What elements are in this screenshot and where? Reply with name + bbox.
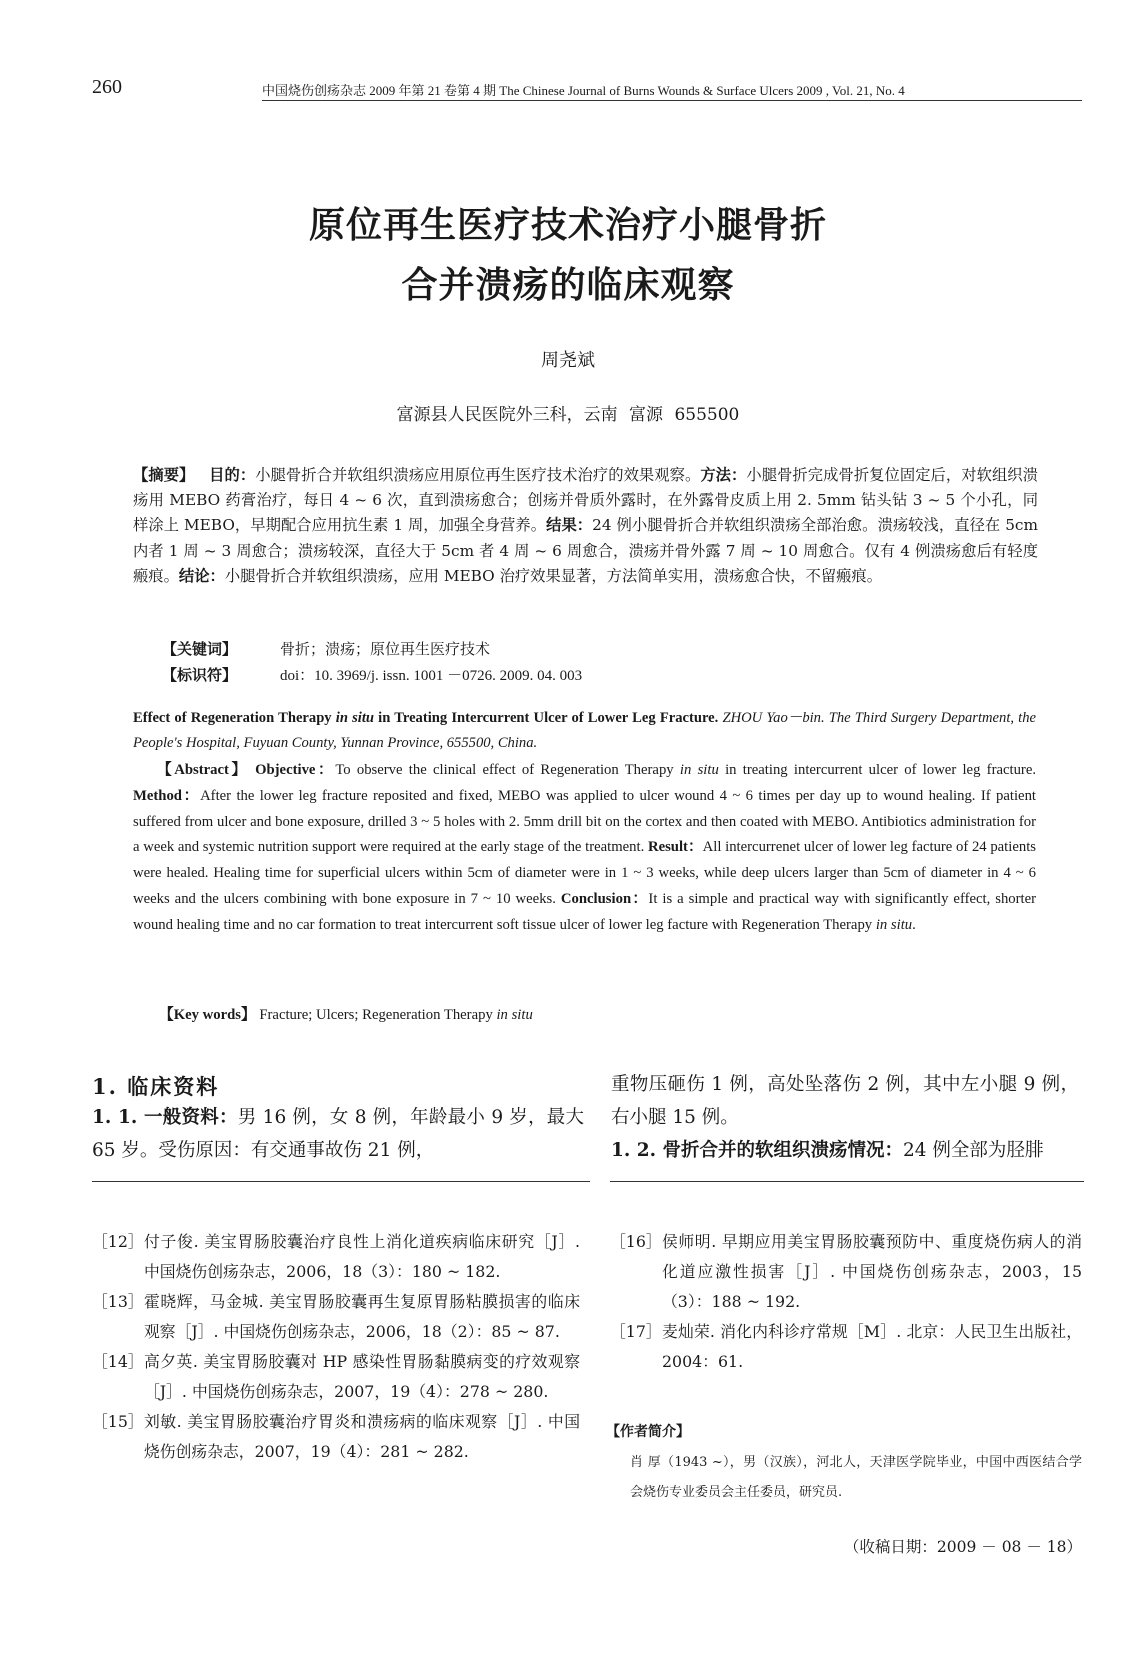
english-keywords [159,1003,1039,1029]
references-left [92,1227,580,1467]
body-right-column [611,1068,1079,1167]
section-heading: 1. 临床资料 [92,1074,220,1099]
divider-left [92,1181,590,1182]
keywords-text: 骨折；溃疡；原位再生医疗技术 [280,640,491,658]
reference-item [610,1317,1082,1377]
author-affiliation: 富源县人民医院外三科，云南 富源 655500 [396,405,740,425]
english-title-block: Effect of Regeneration Therapy in situ in Treating Intercurrent Ulcer of Lower Leg Fracture. ZHOU Yao－bin. The Third Surgery Department, the People's Hospital, Fuyuan County, Yunnan Province, 655500, China. [133,710,1037,751]
en-title-a: Effect of Regeneration Therapy [133,710,336,726]
en-method-label: Method： [133,787,201,804]
objective-text: 小腿骨折合并软组织溃疡应用原位再生医疗技术治疗的效果观察。 [255,466,701,484]
method-text: 小腿骨折完成骨折复位固定后，对软组织溃疡用 MEBO 药膏治疗，每日 4 ~ 6 次，直到溃疡愈合；创疡并骨质外露时，在外露骨皮质上用 2. 5mm 钻头钻 3 ~ 5 个小孔，同样涂上 MEBO，早期配合应用抗生素 1 周，加强全身营养。 [133,466,1038,535]
en-keywords-italic: in situ [496,1007,533,1023]
en-author-affiliation: ZHOU Yao－bin. The Third Surgery Department, the People's Hospital, Fuyuan County, Yunnan Province, 655500, China. [133,710,1037,751]
ref-text: 刘敏. 美宝胃肠胶囊治疗胃炎和溃疡病的临床观察［J］. 中国烧伤创疡杂志，2007，19（4）：281 ~ 282. [144,1412,580,1461]
en-objective-a: To observe the clinical effect of Regeneration Therapy [335,762,680,778]
ref-text: 高夕英. 美宝胃肠胶囊对 HP 感染性胃肠黏膜病变的疗效观察［J］. 中国烧伤创疡杂志，2007，19（4）：278 ~ 280. [144,1352,580,1401]
ref-num: ［12］ [92,1232,144,1251]
en-method-text: After the lower leg fracture reposited and fixed, MEBO was applied to ulcer wound 4 ~ 6 times per day up to wound healing. If patient suffered from ulcer and bone exposure, drilled 3 ~ 5 holes with 2. 5mm drill bit on the cortex and then coated with MEBO. Antibiotics administration for a week and systemic nutrition support were required at the early stage of the treatment. [133,787,1036,856]
subsection-1-1-text: 男 16 例，女 8 例，年龄最小 9 岁，最大 65 岁。受伤原因：有交通事故伤 21 例， [92,1107,584,1161]
references-right [610,1227,1082,1377]
en-conclusion-italic: in situ [875,916,913,933]
en-title-b: in Treating Intercurrent Ulcer of Lower Leg Fracture [374,710,715,726]
result-label: 结果： [546,516,593,535]
ref-num: ［13］ [92,1292,144,1311]
ref-text: 侯师明. 早期应用美宝胃肠胶囊预防中、重度烧伤病人的消化道应激性损害［J］. 中国烧伤创疡杂志，2003，15（3）：188 ~ 192. [662,1232,1082,1311]
reference-item [92,1347,580,1407]
en-conclusion-b: . [912,916,916,933]
en-keywords-label: 【Key words】 [159,1007,256,1023]
en-keywords-text: Fracture; Ulcers; Regeneration Therapy [259,1007,497,1023]
english-abstract [133,758,1036,939]
keywords-label: 【关键词】 [162,640,238,658]
doi-row [162,664,582,685]
author-bio-label: 【作者简介】 [606,1424,690,1440]
reference-item [610,1227,1082,1317]
reference-item [92,1227,580,1287]
page-number: 260 [92,76,122,98]
doi-label: 【标识符】 [162,666,238,684]
subsection-1-2-text: 24 例全部为胫腓 [903,1140,1044,1161]
abstract-label: 【摘要】 [133,466,195,484]
received-date: （收稿日期：2009 － 08 － 18） [843,1538,1082,1556]
en-objective-b: in treating intercurrent ulcer of lower leg fracture. [718,762,1037,778]
title-line-2: 合并溃疡的临床观察 [401,265,735,306]
reference-item [92,1407,580,1467]
reference-item [92,1287,580,1347]
en-title-italic: in situ [335,710,374,726]
ref-num: ［17］ [610,1322,662,1341]
subsection-1-2-label: 1. 2. 骨折合并的软组织溃疡情况： [611,1140,904,1161]
en-abstract-label: 【Abstract】 [157,762,249,778]
en-objective-italic: in situ [679,762,719,778]
subsection-1-1-label: 1. 1. 一般资料： [92,1107,238,1128]
body-left-column [92,1101,584,1167]
conclusion-text: 小腿骨折合并软组织溃疡，应用 MEBO 治疗效果显著，方法简单实用，溃疡愈合快，不留瘢痕。 [224,566,883,585]
title-line-1: 原位再生医疗技术治疗小腿骨折 [308,205,827,246]
ref-text: 付子俊. 美宝胃肠胶囊治疗良性上消化道疾病临床研究［J］. 中国烧伤创疡杂志，2006，18（3）：180 ~ 182. [144,1232,580,1281]
result-text: 24 例小腿骨折合并软组织溃疡全部治愈。溃疡较浅，直径在 5cm 内者 1 周 ~ 3 周愈合；溃疡较深，直径大于 5cm 者 4 周 ~ 6 周愈合，溃疡并骨外露 7 周 ~ 10 周愈合。仅有 4 例溃疡愈后有轻度瘢痕。 [133,516,1038,585]
objective-label: 目的： [209,466,256,484]
ref-num: ［16］ [610,1232,662,1251]
en-conclusion-a: It is a simple and practical way with significantly effect, shorter wound healing time and no car formation to treat intercurrent soft tissue ulcer of lower leg facture with Regeneration Therapy [133,890,1037,933]
method-label: 方法： [700,466,747,484]
ref-num: ［14］ [92,1352,144,1371]
en-result-label: Result： [647,839,703,856]
conclusion-label: 结论： [178,566,225,585]
en-conclusion-label: Conclusion： [560,890,649,907]
doi-text: doi：10. 3969/j. issn. 1001 －0726. 2009. 04. 003 [280,668,583,684]
right-continuation: 重物压砸伤 1 例，高处坠落伤 2 例，其中左小腿 9 例，右小腿 15 例。 [611,1074,1079,1128]
ref-num: ［15］ [92,1412,144,1431]
ref-text: 霍晓辉，马金城. 美宝胃肠胶囊再生复原胃肠粘膜损害的临床观察［J］. 中国烧伤创疡杂志，2006，18（2）：85 ~ 87. [144,1292,580,1341]
article-title [140,196,996,316]
ref-text: 麦灿荣. 消化内科诊疗常规［M］. 北京：人民卫生出版社，2004：61. [662,1322,1082,1371]
author-bio-text: 肖 厚（1943 ~），男（汉族），河北人，天津医学院毕业，中国中西医结合学会烧伤专业委员会主任委员，研究员. [630,1455,1082,1500]
journal-header: 中国烧伤创疡杂志 2009 年第 21 卷第 4 期 The Chinese Journal of Burns Wounds & Surface Ulcers 2009 , Vol. 21, No. 4 [262,80,1082,101]
chinese-abstract [133,463,1038,589]
keywords-row [162,638,490,659]
divider-right [610,1181,1084,1182]
en-result-text: All intercurrenet ulcer of lower leg facture of 24 patients were healed. Healing time for superficial ulcers within 5cm of diameter were in 1 ~ 3 weeks, while deep ulcers larger than 5cm of diameter in 4 ~ 6 weeks and the ulcers combining with bone exposure in 7 ~ 10 weeks. [133,839,1037,907]
en-objective-label: Objective： [255,762,336,778]
author-name: 周尧斌 [541,350,595,371]
